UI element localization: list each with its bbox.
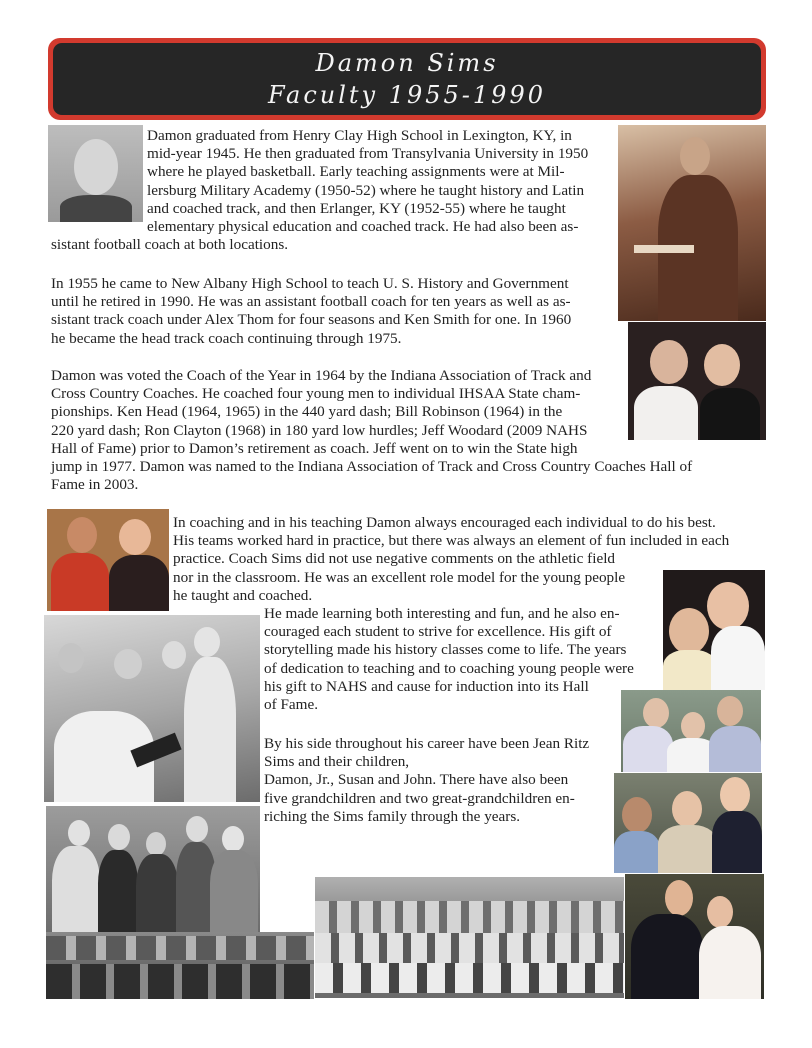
text-line: Hall of Fame) prior to Damon’s retirement as coach. Jeff went on to win the State high [51,439,578,457]
three-people-photo [621,690,761,772]
text-line: elementary physical education and coached track. He had also been as- [147,218,579,236]
text-line: 220 yard dash; Ron Clayton (1968) in 180 yard low hurdles; Jeff Woodard (2009 NAHS [51,421,588,439]
text-line: Cross Country Coaches. He coached four young men to individual IHSAA State cham- [51,385,581,403]
text-line: nor in the classroom. He was an excellent role model for the young people [173,568,626,586]
two-men-color-photo [47,509,169,611]
lectern-photo [618,125,766,321]
text-line: In 1955 he came to New Albany High School to teach U. S. History and Government [51,275,569,292]
men-in-suits-photo [46,806,260,933]
text-line: In coaching and in his teaching Damon always encouraged each individual to do his best. [173,514,716,531]
wedding-couple-photo [625,874,764,999]
title-banner [48,38,766,120]
text-line: he became the head track coach continuing through 1975. [51,329,402,347]
text-line: couraged each student to strive for excellence. His gift of [264,623,612,641]
text-line: riching the Sims family through the years. [264,807,521,825]
title-banner-inner [53,43,761,115]
bio-paragraph-family [264,735,589,826]
text-line: he taught and coached. [173,586,313,604]
bio-paragraph-teaching [264,605,634,714]
text-line: until he retired in 1990. He was an assistant football coach for ten years as well as as- [51,293,571,311]
text-line: He made learning both interesting and fun, and he also en- [264,605,620,622]
text-line: sistant football coach at both locations. [51,236,289,254]
banner-subtitle: Faculty 1955-1990 [267,81,546,109]
text-line: sistant track coach under Alex Thom for four seasons and Ken Smith for one. In 1960 [51,311,572,329]
text-line: Damon, Jr., Susan and John. There have also been [264,771,569,789]
text-line: jump in 1977. Damon was named to the Indiana Association of Track and Cross Country Coaches Hall of [51,458,693,476]
text-line: mid-year 1945. He then graduated from Transylvania University in 1950 [147,145,589,163]
text-line: and coached track, and then Erlanger, KY (1952-55) where he taught [147,199,566,217]
bio-paragraph-new-albany [51,275,571,348]
text-line: five grandchildren and two great-grandchildren en- [264,789,575,807]
banner-title: Damon Sims [315,49,499,77]
text-line: Fame in 2003. [51,476,139,494]
text-line: pionships. Ken Head (1964, 1965) in the 440 yard dash; Bill Robinson (1964) in the [51,403,563,421]
text-line: By his side throughout his career have been Jean Ritz [264,735,590,752]
bio-paragraph-education [51,127,589,254]
group-seated-photo [46,932,314,999]
text-line: Damon was voted the Coach of the Year in 1964 by the Indiana Association of Track and [51,367,592,384]
football-team-photo [315,877,624,998]
bio-paragraph-coach-of-year [51,367,692,494]
text-line: his gift to NAHS and cause for induction into its Hall [264,677,589,695]
coaches-clipboard-photo [44,615,260,802]
text-line: Sims and their children, [264,753,410,771]
text-line: of Fame. [264,696,318,714]
text-line: practice. Coach Sims did not use negative comments on the athletic field [173,550,616,568]
bio-paragraph-coaching-style [173,514,729,605]
portrait-photo [48,125,143,222]
text-line: storytelling made his history classes come to life. The years [264,641,627,659]
text-line: where he played basketball. Early teaching assignments were at Mil- [147,163,565,181]
text-line: of dedication to teaching and to coaching young people were [264,659,634,677]
text-line: His teams worked hard in practice, but there was always an element of fun included in each [173,532,730,550]
text-line: lersburg Military Academy (1950-52) where he taught history and Latin [147,181,585,199]
three-friends-photo [614,773,762,873]
text-line: Damon graduated from Henry Clay High School in Lexington, KY, in [147,127,572,144]
